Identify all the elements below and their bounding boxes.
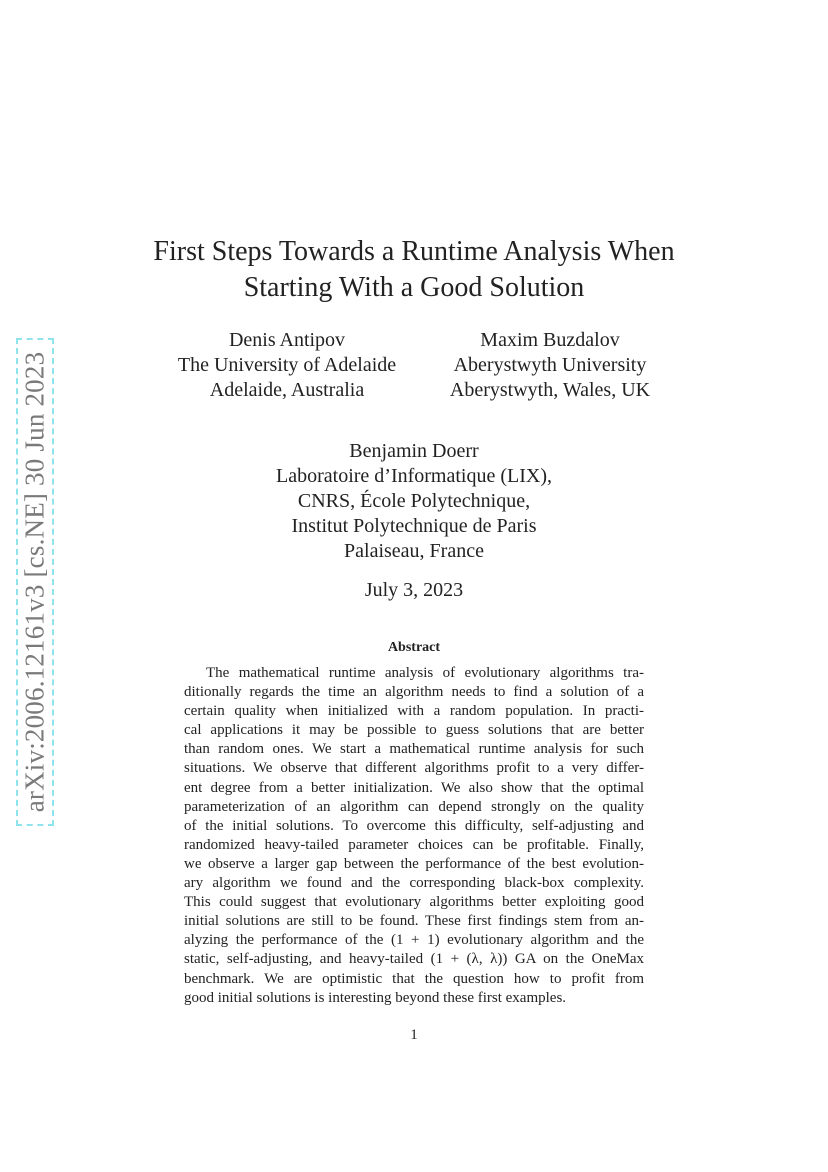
abstract-line: ent degree from a better initialization. We also show that the optimal xyxy=(184,779,644,796)
abstract-line: randomized heavy-tailed parameter choices can be profitable. Finally, xyxy=(184,836,644,853)
abstract-line: initial solutions are still to be found. These first findings stem from an- xyxy=(184,913,644,930)
arxiv-identifier: arXiv:2006.12161v3 [cs.NE] 30 Jun 2023 xyxy=(19,351,50,813)
author-affiliation: Adelaide, Australia xyxy=(209,379,365,401)
abstract-line: The mathematical runtime analysis of evolutionary algorithms tra- xyxy=(206,665,644,681)
abstract-line: than random ones. We start a mathematical runtime analysis for such xyxy=(184,741,644,758)
abstract-line: we observe a larger gap between the performance of the best evolution- xyxy=(184,855,644,872)
abstract-line: alyzing the performance of the (1 + 1) evolutionary algorithm and the xyxy=(184,932,644,949)
author-name: Maxim Buzdalov xyxy=(480,329,620,351)
abstract-body xyxy=(184,664,644,1008)
author-affiliation: Aberystwyth University xyxy=(453,354,647,376)
title-line: First Steps Towards a Runtime Analysis When xyxy=(153,236,675,267)
abstract-line: good initial solutions is interesting beyond these first examples. xyxy=(184,989,567,1006)
author-affiliation: Aberystwyth, Wales, UK xyxy=(449,379,651,401)
abstract-line: parameterization of an algorithm can depend strongly on the quality xyxy=(184,798,644,815)
abstract-line: static, self-adjusting, and heavy-tailed (1 + (λ, λ)) GA on the OneMax xyxy=(184,951,644,968)
paper-title xyxy=(0,234,828,306)
author-name: Benjamin Doerr xyxy=(349,440,479,462)
author-block-doerr xyxy=(214,439,614,564)
author-affiliation: Palaiseau, France xyxy=(344,540,484,562)
abstract-heading: Abstract xyxy=(387,640,441,655)
abstract-line: of the initial solutions. To overcome this difficulty, self-adjusting and xyxy=(184,817,644,834)
abstract-line: benchmark. We are optimistic that the question how to profit from xyxy=(184,970,644,987)
abstract-line: situations. We observe that different algorithms profit to a very differ- xyxy=(184,760,644,777)
abstract-line: This could suggest that evolutionary algorithms better exploiting good xyxy=(184,894,644,911)
author-block-antipov xyxy=(162,328,412,403)
abstract-line: cal applications it may be possible to guess solutions that are better xyxy=(184,722,644,739)
author-affiliation: CNRS, École Polytechnique, xyxy=(297,490,531,512)
page-number: 1 xyxy=(410,1027,418,1043)
author-affiliation: Institut Polytechnique de Paris xyxy=(291,515,537,537)
abstract-line: ditionally regards the time an algorithm needs to find a solution of a xyxy=(184,684,644,701)
author-block-buzdalov xyxy=(425,328,675,403)
publication-date: July 3, 2023 xyxy=(364,579,464,601)
abstract-line: certain quality when initialized with a random population. In practi- xyxy=(184,703,644,720)
author-name: Denis Antipov xyxy=(228,329,346,351)
author-affiliation: Laboratoire d’Informatique (LIX), xyxy=(276,465,552,487)
title-line: Starting With a Good Solution xyxy=(243,272,585,303)
author-affiliation: The University of Adelaide xyxy=(177,354,397,376)
abstract-line: ary algorithm we found and the corresponding black-box complexity. xyxy=(184,875,644,892)
